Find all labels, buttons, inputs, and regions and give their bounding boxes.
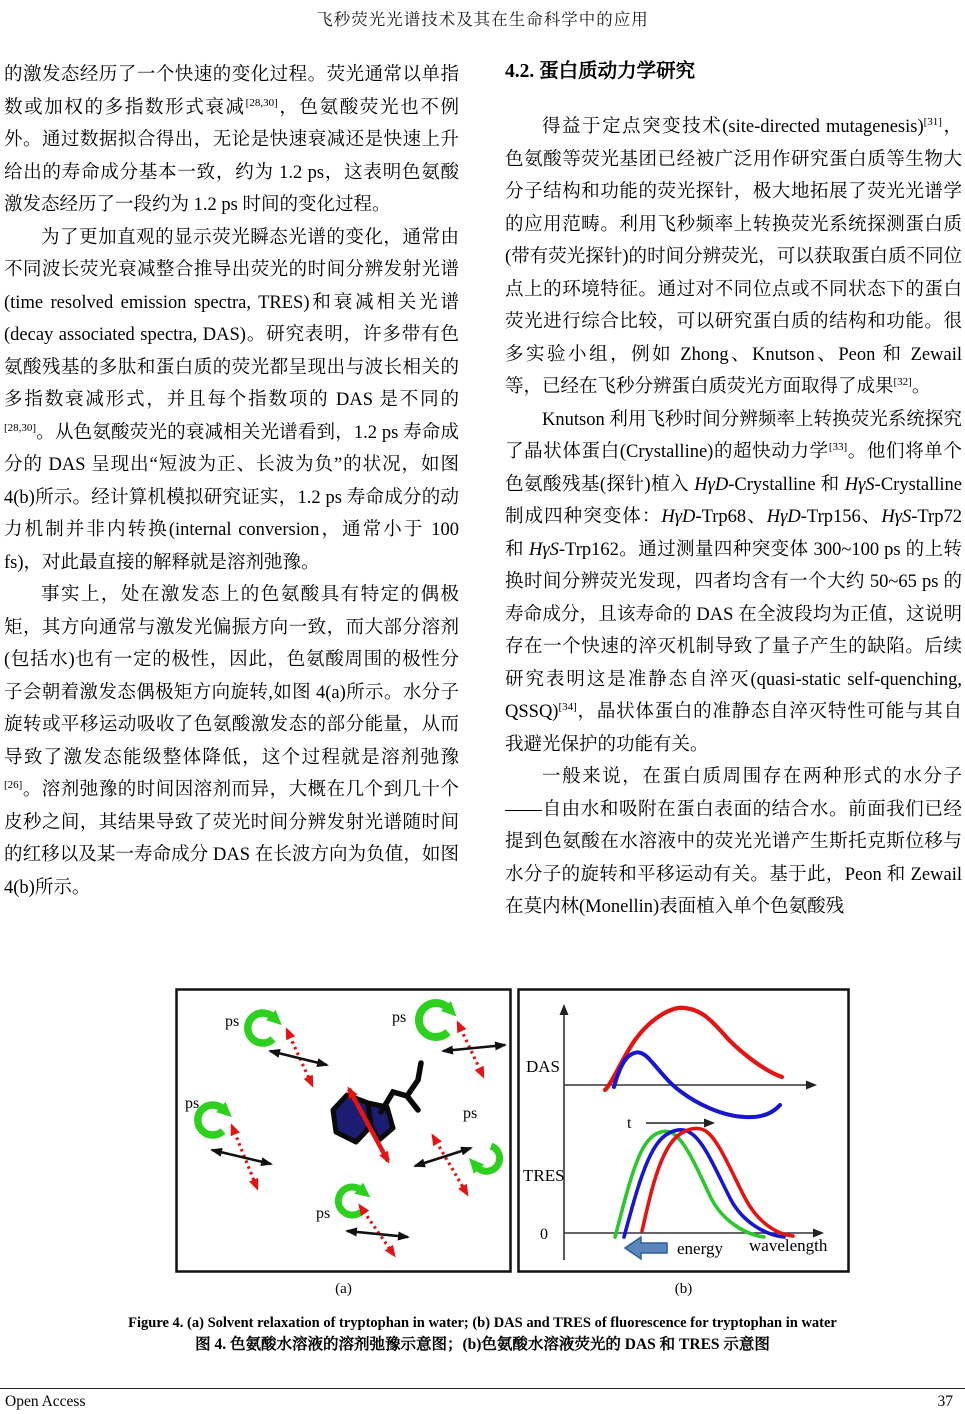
page-header-title: 飞秒荧光光谱技术及其在生命科学中的应用 [316,10,649,29]
section-heading: 4.2. 蛋白质动力学研究 [505,61,696,82]
tres-axis-label: TRES [523,1166,565,1185]
paragraph: 一般来说，在蛋白质周围存在两种形式的水分子——自由水和吸附在蛋白表面的结合水。前面我们已经提到色氨酸在水溶液中的荧光光谱产生斯托克斯位移与水分子的旋转和平移运动有关。基于此，Peon 和 Zewail 在莫内林(Monellin)表面植入单个色氨酸残 [505,767,962,917]
wavelength-label: wavelength [749,1236,828,1255]
figure-caption-zh: 图 4. 色氨酸水溶液的溶剂弛豫示意图；(b)色氨酸水溶液荧光的 DAS 和 TRES 示意图 [195,1336,770,1353]
figure-caption [0,1313,965,1357]
ps-label: ps [185,1095,200,1112]
left-column [4,59,459,904]
das-axis-label: DAS [526,1057,561,1076]
ps-label: ps [463,1105,478,1122]
page-footer [0,1388,965,1411]
paragraph: Knutson 利用飞秒时间分辨频率上转换荧光系统探究了晶状体蛋白(Crystalline)的超快动力学[33]。他们将单个色氨酸残基(探针)植入 HγD-Crystalline 和 HγS-Crystalline 制成四种突变体：HγD-Trp68、HγD-Trp156、HγS-Trp72 和 HγS-Trp162。通过测量四种突变体 300~100 ps 的上转换时间分辨荧光发现，四者均含有一个大约 50~65 ps 的寿命成分，且该寿命的 DAS 在全波段均为正值，这说明存在一个快速的淬灭机制导致了量子产生的缺陷。后续研究表明这是准静态自淬灭(quasi-static self-quenching, QSSQ)[34]，晶状体蛋白的准静态自淬灭特性可能与其自我避光保护的功能有关。 [505,409,962,755]
paragraph: 得益于定点突变技术(site-directed mutagenesis)[31]，色氨酸等荧光基团已经被广泛用作研究蛋白质等生物大分子结构和功能的荧光探针，极大地拓展了荧光光谱学的应用范畴。利用飞秒频率上转换荧光系统探测蛋白质(带有荧光探针)的时间分辨荧光，可以获取蛋白质不同位点上的环境特征。通过对不同位点或不同状态下的蛋白荧光进行综合比较，可以研究蛋白质的结构和功能。很多实验小组，例如 Zhong、Knutson、Peon 和 Zewail 等，已经在飞秒分辨蛋白质荧光方面取得了成果[32]。 [505,115,962,397]
right-column [505,59,962,924]
paragraph: 的激发态经历了一个快速的变化过程。荧光通常以单指数或加权的多指数形式衰减[28,30]，色氨酸荧光也不例外。通过数据拟合得出，无论是快速衰减还是快速上升给出的寿命成分基本一致，约为 1.2 ps，这表明色氨酸激发态经历了一段约为 1.2 ps 时间的变化过程。 [4,65,459,215]
figure-panel-b [517,988,850,1273]
figure-4 [175,988,850,1298]
panel-b-label: (b) [674,1281,693,1297]
paragraph: 事实上，处在激发态上的色氨酸具有特定的偶极矩，其方向通常与激发光偏振方向一致，而大部分溶剂(包括水)也有一定的极性，因此，色氨酸周围的极性分子会朝着激发态偶极矩方向旋转,如图 4(a)所示。水分子旋转或平移运动吸收了色氨酸激发态的部分能量，从而导致了激发态能级整体降低，这个过程就是溶剂弛豫[26]。溶剂弛豫的时间因溶剂而异，大概在几个到几十个皮秒之间，其结果导致了荧光时间分辨发射光谱随时间的红移以及某一寿命成分 DAS 在长波方向为负值，如图 4(b)所示。 [4,585,459,898]
zero-label: 0 [540,1226,548,1243]
time-label: t [627,1115,632,1132]
figure-panels [175,988,850,1273]
figure-caption-en: Figure 4. (a) Solvent relaxation of tryptophan in water; (b) DAS and TRES of fluorescence for tryptophan in water [128,1315,837,1331]
energy-label: energy [677,1239,723,1258]
footer-open-access: Open Access [5,1393,86,1410]
footer-page-number: 37 [937,1393,953,1410]
panel-a-label: (a) [335,1281,352,1297]
figure-panel-a [175,988,512,1273]
ps-label: ps [225,1013,240,1030]
ps-label: ps [316,1205,331,1222]
panel-labels [175,1281,850,1298]
ps-label: ps [392,1009,407,1026]
paragraph: 为了更加直观的显示荧光瞬态光谱的变化，通常由不同波长荧光衰减整合推导出荧光的时间分辨发射光谱(time resolved emission spectra, TRES)和衰减相关光谱(decay associated spectra, DAS)。研究表明，许多带有色氨酸残基的多肽和蛋白质的荧光都呈现出与波长相关的多指数衰减形式，并且每个指数项的 DAS 是不同的[28,30]。从色氨酸荧光的衰减相关光谱看到，1.2 ps 寿命成分的 DAS 呈现出“短波为正、长波为负”的状况，如图 4(b)所示。经计算机模拟研究证实，1.2 ps 寿命成分的动力机制并非内转换(internal conversion，通常小于 100 fs)，对此最直接的解释就是溶剂弛豫。 [4,227,459,573]
